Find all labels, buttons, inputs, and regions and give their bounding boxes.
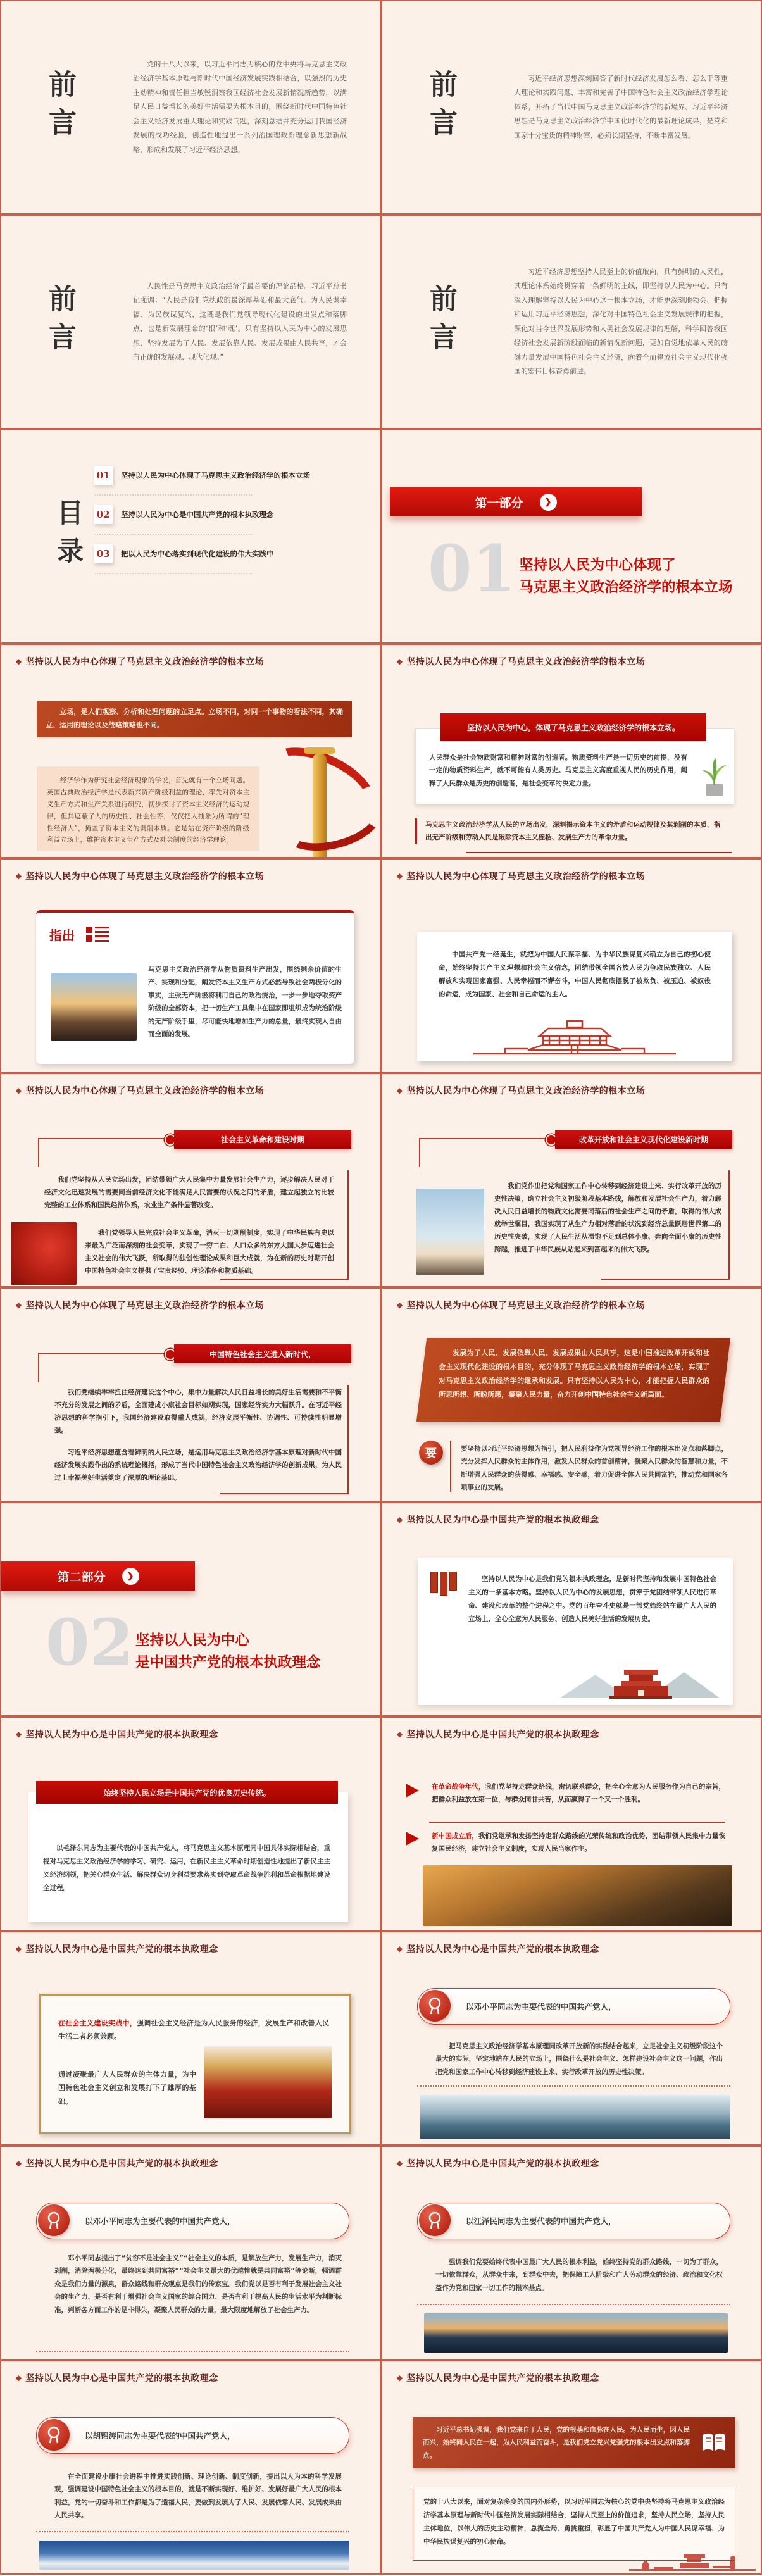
building-sky-photo (416, 1189, 484, 1275)
note-text: 要坚持以习近平经济思想为指引，把人民利益作为党领导经济工作的根本出发点和落脚点，充分发挥人民群众的主体作用，激发人民群众的首创精神，凝聚人民群众的智慧和力量，不断增强人民群众的获得感、幸福感、安全感，着力促进全体人民共同富裕，推动党和国家各项事业的发展。 (461, 1445, 728, 1492)
blue-mountains-photo (420, 2095, 730, 2139)
toc-number-1: 01 (94, 466, 113, 485)
slide-04-foreword[interactable] (381, 215, 762, 429)
section-title-line1: 坚持以人民为中心体现了 (519, 557, 676, 573)
quote-text: 发展为了人民、发展依靠人民、发展成果由人民共享，这是中国推进改革开放和社会主义现代化建设的根本目的，充分体现了马克思主义政治经济学的根本立场，实现了对马克思主义政治经济学的继承和发展。只有坚持以人民为中心，才能把握人民群众的所思所想、所盼所愿，凝聚人民力量，奋力开创中国特色社会主义新局面。 (439, 1349, 710, 1399)
slide-05-toc[interactable] (0, 429, 381, 644)
red-underline (466, 852, 732, 853)
frame-line (220, 1493, 349, 1494)
toc-items (94, 466, 347, 584)
leader-pill-label: 以邓小平同志为主要代表的中国共产党人， (85, 2216, 235, 2226)
diamond-icon: ❖ (15, 658, 23, 666)
slide-24-content[interactable] (381, 2360, 762, 2575)
slide-16-content[interactable] (381, 1502, 762, 1716)
list-icon-block (86, 927, 92, 933)
huabiao-pillar-flag-image (258, 732, 372, 857)
body-text: 把马克思主义政治经济学基本原理同改革开放新的实践结合起来，立足社会主义初级阶段这个最大的实际，坚定地站在人民的立场上，围绕什么是社会主义、怎样建设社会主义这一问题，作出把党和国家工作中心转移到经济建设上来、实行改革开放的历史性决策。 (435, 2042, 723, 2076)
slide-12-content[interactable] (381, 1073, 762, 1287)
book-spine (440, 1572, 447, 1596)
dashed-divider (36, 2531, 349, 2532)
slide-header: ❖ 坚持以人民为中心是中国共产党的根本执政理念 (396, 2159, 599, 2169)
connector-line (38, 1138, 39, 1167)
slide-header: ❖ 坚持以人民为中心是中国共产党的根本执政理念 (15, 2373, 218, 2384)
slide-11-content[interactable] (0, 1073, 381, 1287)
arrow-bullet-icon (406, 1784, 419, 1798)
foreword-body: 习近平经济思想坚持人民至上的价值取向，具有鲜明的人民性，其理论体系始终贯穿着一条鲜明的主线，即坚持以人民为中心。只有深入理解坚持以人民为中心这一根本立场，才能更深刻地领会、把握和运用习近平经济思想，深化对中国特色社会主义发展规律的把握，深化对当今世界发展形势和人类社会发展规律的理解，科学回答我国经济社会发展新阶段面临的新情况新问题，更加自觉地依靠人民的磅礴力量发展中国特色社会主义经济，向着全面建成社会主义现代化强国的宏伟目标奋勇前进。 (514, 267, 728, 376)
divider-line (450, 1441, 451, 1492)
bullet-2: 新中国成立后，我们党继承和发扬坚持走群众路线的光荣传统和政治优势，团结带领人民集中力量恢复国民经济，建立社会主义制度，实现人民当家作主。 (432, 1832, 726, 1853)
mountain-sunset-photo (51, 973, 137, 1041)
quote-box: 习近平总书记强调，我们党来自于人民，党的根基和血脉在人民。为人民而生，因人民而兴，始终同人民在一起，为人民利益而奋斗，是我们党立党兴党强党的根本出发点和落脚点。 (413, 2417, 735, 2468)
toc-divider (95, 534, 252, 535)
diamond-icon: ❖ (396, 1516, 404, 1525)
open-book-icon (701, 2432, 727, 2454)
diamond-icon: ❖ (15, 1945, 23, 1954)
body-text: 我们党作出把党和国家工作中心转移到经济建设上来、实行改革开放的历史性决策，确立社会主义初级阶段基本路线，解放和发展社会生产力，着力解决人民日益增长的物质文化需要同落后的社会生产之间的矛盾，取得的伟大成就举世瞩目，我国实现了从生产力相对落后的状况到经济总量跃居世界第二的历史性突破，实现了人民生活从温饱不足到总体小康、奔向全面小康的历史性跨越，推进了中华民族从站起来到富起来的伟大飞跃。 (494, 1182, 721, 1253)
quote-box: 立场，是人们观察、分析和处理问题的立足点。立场不同，对同一个事物的看法不同，其确立、运用的理论以及战略策略也不同。 (37, 701, 352, 737)
connector-line (38, 1353, 39, 1382)
foreword-body: 党的十八大以来，以习近平同志为核心的党中央将马克思主义政治经济学基本原理与新时代中国经济发展实践相结合，以强烈的历史主动精神和责任担当敏锐洞察我国经济社会发展新情况新趋势，以满足人民日益增长的美好生活需要为根本目的，围绕新时代中国特色社会主义经济发展重大理论和实践问题，深刻总结并充分运用我国经济发展的成功经验，创造性地提出一系列治国理政新理念新思想新战略，形成和发展了习近平经济思想。 (133, 59, 347, 154)
diamond-icon: ❖ (396, 658, 404, 666)
toc-number-3: 03 (94, 544, 113, 563)
book-spine (449, 1572, 457, 1591)
slide-header: ❖ 坚持以人民为中心体现了马克思主义政治经济学的根本立场 (15, 1301, 265, 1311)
body-text: 邓小平同志提出了“贫穷不是社会主义”“社会主义的本质，是解放生产力，发展生产力，消灭剥削，消除两极分化，最终达到共同富裕”“社会主义最大的优越性就是共同富裕”等论断，强调群众是我们力量的源泉，群众路线和群众观点是我们的传家宝。我们党以是否有利于发展社会主义社会的生产力、是否有利于增强社会主义国家的综合国力、是否有利于提高人民的生活水平为判断标准，判断各方面工作的是非得失，凝聚人民群众的力量，最大限度地解放了社会生产力。 (54, 2254, 342, 2314)
body-box: 经济学作为研究社会经济现象的学说，首先就有一个立场问题。英国古典政治经济学是代表新兴资产阶级利益的理论，率先对资本主义生产方式和生产关系进行研究，初步探讨了资本主义经济的运动规律，但其遮蔽了人的历史性、社会性等，仅仅把人抽象为所谓的“理性经济人”，掩盖了资本主义的剥削本质。它是站在资产阶级的阶级利益立场上，维护资本主义生产方式及社会制度的经济学理论。 (37, 766, 259, 851)
slide-08-content[interactable] (381, 644, 762, 858)
period-tab: 中国特色社会主义进入新时代， (174, 1344, 351, 1363)
section-banner (390, 487, 642, 516)
badge-icon (419, 1990, 451, 2022)
leader-pill-label: 以江泽民同志为主要代表的中国共产党人， (466, 2216, 616, 2226)
card-text: 人民群众是社会物质财富和精神财富的创造者。物质资料生产是一切历史的前提，没有一定的物质资料生产，就不可能有人类历史。马克思主义高度重视人民的历史作用，阐释了人民群众是历史的创造者，是社会变革的决定力量。 (429, 754, 687, 787)
diamond-icon: ❖ (396, 1730, 404, 1739)
diamond-icon: ❖ (15, 872, 23, 881)
paragraph-2: 我们党领导人民完成社会主义革命，消灭一切剥削制度，实现了中华民族有史以来最为广泛而深刻的社会变革，实现了一穷二白、人口众多的东方大国大步迈进社会主义社会的伟大飞跃，所取得的独创性理论成果和巨大成就，为在新的历史时期开创中国特色社会主义提供了宝贵经验、理论准备和物质基础。 (85, 1229, 334, 1275)
toc-number-2: 02 (94, 505, 113, 524)
text-1-lead: 在社会主义建设实践中， (58, 2019, 137, 2027)
slide-header: ❖ 坚持以人民为中心是中国共产党的根本执政理念 (396, 1944, 599, 1954)
toc-divider (95, 494, 252, 496)
toc-divider (95, 573, 252, 574)
card (418, 1558, 733, 1705)
card-text: 坚持以人民为中心是我们党的根本执政理念，是新时代坚持和发展中国特色社会主义的一条基本方略。坚持以人民为中心的发展思想，贯穿于党团结带领人民进行革命、建设和改革的整个进程之中。党的百年奋斗史就是一部党始终站在最广大人民的立场上、全心全意为人民服务、创造人民美好生活的发展历史。 (468, 1575, 716, 1623)
section-number: 02 (46, 1605, 134, 1680)
section-number: 01 (428, 531, 516, 606)
yao-badge: 要 (419, 1441, 443, 1465)
slide-03-foreword[interactable] (0, 215, 381, 429)
connector-line (419, 1138, 550, 1139)
paragraph-2: 习近平经济思想蕴含着鲜明的人民立场，是运用马克思主义政治经济学基本原理对新时代中国经济发展实践作出的系统理论概括，形成了当代中国特色社会主义政治经济学的创新成果，为人民过上幸福美好生活奠定了深厚的理论基础。 (54, 1449, 342, 1482)
outline-box (413, 2487, 735, 2561)
bullet-2-lead: 新中国成立后， (432, 1832, 478, 1840)
red-banner: 坚持以人民为中心，体现了马克思主义政治经济学的根本立场。 (440, 713, 706, 741)
period-tab: 社会主义革命和建设时期 (174, 1130, 351, 1149)
quote-parallelogram (416, 1338, 730, 1422)
toc-label-3: 把以人民为中心落实到现代化建设的伟大实践中 (121, 549, 274, 558)
slide-header: ❖ 坚持以人民为中心体现了马克思主义政治经济学的根本立场 (15, 657, 265, 667)
foreword-body: 人民性是马克思主义政治经济学最首要的理论品格。习近平总书记强调：“人民是我们党执政的最深厚基础和最大底气。为人民谋幸福、为民族谋复兴，这既是我们党领导现代化建设的出发点和落脚点，也是新发展理念的‘根’和‘魂’。只有坚持以人民为中心的发展思想，坚持发展为了人民、发展依靠人民、发展成果由人民共享，才会有正确的发展观、现代化观。” (133, 281, 347, 361)
connector-line (38, 1138, 169, 1139)
tiananmen-silhouette-art (629, 2551, 756, 2572)
city-skyline-photo (424, 2313, 728, 2353)
slide-header: ❖ 坚持以人民为中心体现了马克思主义政治经济学的根本立场 (396, 872, 646, 882)
toc-item-3[interactable] (94, 544, 347, 563)
foreword-title: 前言 (44, 284, 76, 360)
tiananmen-line-art (467, 1020, 682, 1059)
leader-pill (36, 2203, 349, 2239)
slide-header: ❖ 坚持以人民为中心是中国共产党的根本执政理念 (396, 2373, 599, 2384)
diamond-icon: ❖ (396, 872, 404, 881)
body-text: 马克思主义政治经济学从物质资料生产出发，围绕剩余价值的生产、实现和分配，阐发资本主义生产方式必然导致社会两极分化的事实，主张无产阶级将利用自己的政治统治，一步一步地夺取资产阶级的全部资本，把一切生产工具集中在国家即组织成为统治阶级的无产阶级手里，尽可能快地增加生产力的总量，最终实现人自由而全面的发展。 (148, 966, 342, 1039)
slide-header: ❖ 坚持以人民为中心体现了马克思主义政治经济学的根本立场 (396, 1301, 646, 1311)
slide-19-content[interactable] (0, 1931, 381, 2146)
toc-item-1[interactable] (94, 466, 347, 485)
tiananmen-mountain-art (561, 1658, 719, 1700)
paragraph-1: 我们党坚持从人民立场出发，团结带领广大人民集中力量发展社会生产力，逐步解决人民对于经济文化迅速发展的需要同当前经济文化不能满足人民需要的状况之间的矛盾，建立起独立的比较完整的工业体系和国民经济体系，农业生产条件显著改变。 (44, 1176, 334, 1209)
list-icon-line (95, 927, 109, 928)
sky-clouds-photo (39, 2541, 349, 2570)
toc-label-1: 坚持以人民为中心体现了马克思主义政治经济学的根本立场 (121, 471, 310, 480)
slide-23-content[interactable] (0, 2360, 381, 2575)
paragraph-1: 我们党继续牢牢扭住经济建设这个中心，集中力量解决人民日益增长的美好生活需要和不平衡不充分的发展之间的矛盾，全面建成小康社会目标如期实现，国家经济实力大幅跃升。在习近平经济思想的科学指引下，我国经济建设取得重大成就，经济发展平衡性、协调性、可持续性明显增强。 (54, 1389, 342, 1434)
leader-pill (417, 1988, 730, 2025)
slide-22-content[interactable] (381, 2146, 762, 2360)
frame-line (347, 1170, 349, 1280)
foreword-title: 前言 (425, 69, 457, 146)
slide-06-section-1[interactable] (381, 429, 762, 644)
leader-pill-label: 以胡锦涛同志为主要代表的中国共产党人， (85, 2431, 235, 2441)
section-title (519, 554, 733, 599)
list-icon (86, 927, 109, 943)
slide-header: ❖ 坚持以人民为中心是中国共产党的根本执政理念 (15, 1730, 218, 1740)
slide-header: ❖ 坚持以人民为中心是中国共产党的根本执政理念 (396, 1515, 599, 1525)
toc-item-2[interactable] (94, 505, 347, 524)
slide-13-content[interactable] (0, 1287, 381, 1502)
toc-title: 目录 (53, 498, 84, 575)
slide-header: ❖ 坚持以人民为中心是中国共产党的根本执政理念 (15, 2159, 218, 2169)
slide-15-section-2[interactable] (0, 1502, 381, 1716)
connector-line (38, 1353, 169, 1354)
slide-20-content[interactable] (381, 1931, 762, 2146)
frame-line (220, 1279, 349, 1280)
slide-18-content[interactable] (381, 1716, 762, 1931)
card (417, 932, 732, 1061)
list-icon-line (95, 940, 109, 942)
slide-09-content[interactable] (0, 858, 381, 1073)
diamond-icon: ❖ (396, 1087, 404, 1096)
diamond-icon: ❖ (15, 1087, 23, 1096)
frame-line (601, 1279, 730, 1280)
connector-line (419, 1138, 420, 1167)
foreword-title: 前言 (44, 69, 76, 146)
books-icon (430, 1572, 459, 1597)
diamond-icon: ❖ (15, 1301, 23, 1310)
period-tab: 改革开放和社会主义现代化建设新时期 (555, 1130, 732, 1149)
slide-21-content[interactable] (0, 2146, 381, 2360)
slide-header: ❖ 坚持以人民为中心体现了马克思主义政治经济学的根本立场 (15, 1086, 265, 1096)
dashed-divider (36, 2351, 349, 2352)
diamond-icon: ❖ (15, 1730, 23, 1739)
slide-02-foreword[interactable] (381, 0, 762, 215)
badge-icon (419, 2204, 451, 2236)
list-icon-line (95, 931, 109, 933)
slide-header: ❖ 坚持以人民为中心是中国共产党的根本执政理念 (15, 1944, 218, 1954)
section-banner-label: 第二部分 (57, 1570, 106, 1584)
tiananmen-photo (204, 2046, 332, 2118)
section-title-line2: 是中国共产党的根本执政理念 (135, 1654, 321, 1671)
list-icon-block (86, 935, 92, 942)
leader-pill (36, 2417, 349, 2454)
slide-14-content[interactable] (381, 1287, 762, 1502)
pillar-cap (304, 747, 335, 754)
leader-pill (417, 2203, 730, 2239)
divider-line (429, 1822, 725, 1823)
text-1: 在社会主义建设实践中，强调社会主义经济是为人民服务的经济，发展生产和改善人民生活二者必须兼顾。 (58, 2019, 330, 2041)
section-title (135, 1630, 321, 1674)
slide-header: ❖ 坚持以人民为中心体现了马克思主义政治经济学的根本立场 (396, 657, 646, 667)
arrow-circle-icon: ❯ (122, 1568, 139, 1585)
slide-10-content[interactable] (381, 858, 762, 1073)
section-banner-label: 第一部分 (475, 496, 523, 510)
bullet-1: 在革命战争年代，我们党坚持走群众路线，密切联系群众，把全心全意为人民服务作为自己的宗旨，把群众利益放在第一位，与群众同甘共苦，从而赢得了一个又一个胜利。 (432, 1783, 726, 1803)
slide-17-content[interactable] (0, 1716, 381, 1931)
badge-icon (38, 2204, 70, 2236)
bullet-1-lead: 在革命战争年代， (432, 1783, 485, 1791)
slide-header: ❖ 坚持以人民为中心体现了马克思主义政治经济学的根本立场 (396, 1086, 646, 1096)
frame-line (728, 1170, 730, 1280)
badge-icon (38, 2419, 70, 2451)
list-icon-line (95, 935, 109, 937)
slide-header: ❖ 坚持以人民为中心体现了马克思主义政治经济学的根本立场 (15, 872, 265, 882)
great-wall-photo (423, 1865, 732, 1926)
diamond-icon: ❖ (396, 1301, 404, 1310)
text-2: 通过凝聚最广大人民群众的主体力量，为中国特色社会主义创立和发展打下了雄厚的基础。 (58, 2070, 196, 2106)
red-banner: 始终坚持人民立场是中国共产党的优良历史传统。 (36, 1781, 338, 1804)
diamond-icon: ❖ (15, 2160, 23, 2168)
toc-label-2: 坚持以人民为中心是中国共产党的根本执政理念 (121, 510, 274, 519)
frame-line (347, 1385, 349, 1494)
foreword-body: 习近平经济思想深刻回答了新时代经济发展怎么看、怎么干等重大理论和实践问题，丰富和完善了中国特色社会主义政治经济学理论体系，开拓了当代中国马克思主义政治经济学的新境界。习近平经济思想是马克思主义政治经济学中国化时代化的最新理论成果，是党和国家十分宝贵的精神财富，必须长期坚持、不断丰富发展。 (514, 74, 728, 140)
arrow-circle-icon: ❯ (540, 494, 557, 511)
diamond-icon: ❖ (396, 2374, 404, 2383)
leader-pill-label: 以邓小平同志为主要代表的中国共产党人， (466, 2002, 616, 2011)
note-text: 马克思主义政治经济学从人民的立场出发，深刻揭示资本主义的矛盾和运动规律及其剥削的本质，指出无产阶级和劳动人民是破除资本主义桎梏、发展生产力的革命力量。 (415, 818, 720, 844)
slide-07-content[interactable] (0, 644, 381, 858)
body-text: 党的十八大以来，面对复杂多变的国内外形势，以习近平同志为核心的党中央坚持将马克思主义政治经济学基本原理与新时代中国经济发展实际相结合，坚持人民至上的价值追求，坚持人民立场，坚持人民主体地位，以伟大的历史主动精神，总揽全局、勇挑重担，彰显了中国共产党人为中国人民谋幸福、为中华民族谋复兴的初心使命。 (423, 2498, 725, 2546)
arrow-bullet-icon (406, 1832, 419, 1846)
card-text: 以毛泽东同志为主要代表的中国共产党人，将马克思主义基本原理同中国具体实际相结合，重视对马克思主义政治经济学的学习、研究、运用，在新民主主义革命时期创造性地提出了新民主主义经济纲领，把关心群众生活、解决群众切身利益要求落实到夺取革命战争胜利和革命根据地建设全过程。 (43, 1844, 330, 1892)
diamond-icon: ❖ (396, 1945, 404, 1954)
dashed-divider (417, 2085, 730, 2087)
foreword-title: 前言 (425, 284, 457, 360)
card-text: 中国共产党一经诞生，就把为中国人民谋幸福、为中华民族谋复兴确立为自己的初心使命，始终坚持共产主义理想和社会主义信念，团结带领全国各族人民为争取民族独立、人民解放和实现国家富强、人民幸福而不懈奋斗，中国人民彻底摆脱了被欺负、被压迫、被奴役的命运，成为国家、社会和自己命运的主人。 (439, 951, 711, 998)
section-banner (1, 1561, 195, 1591)
red-flag-emblem-photo (11, 1222, 77, 1285)
body-text: 强调我们党要始终代表中国最广大人民的根本利益，始终坚持党的群众路线，一切为了群众，一切依靠群众，从群众中来，到群众中去，把保障工人阶级和广大劳动群众的经济、政治和文化权益作为党和国家一切工作的根本基点。 (435, 2258, 723, 2292)
pointed-out-label: 指出 (49, 928, 75, 943)
section-title-line2: 马克思主义政治经济学的根本立场 (519, 578, 733, 596)
body-text: 在全面建设小康社会进程中推进实践创新、理论创新、制度创新，提出以人为本的科学发展观，强调建设中国特色社会主义的根本目的，就是不断实现好、维护好、发展好最广大人民的根本利益，党的一切奋斗和工作都是为了造福人民，要做到发展为了人民、发展依靠人民、发展成果由人民共享。 (54, 2473, 342, 2520)
book-spine (430, 1572, 438, 1593)
diamond-icon: ❖ (15, 2374, 23, 2383)
diamond-icon: ❖ (396, 2160, 404, 2168)
dashed-divider (417, 2304, 730, 2305)
slide-01-foreword[interactable] (0, 0, 381, 215)
plant-icon (700, 756, 728, 796)
section-title-line1: 坚持以人民为中心 (135, 1632, 250, 1649)
slide-header: ❖ 坚持以人民为中心是中国共产党的根本执政理念 (396, 1730, 599, 1740)
